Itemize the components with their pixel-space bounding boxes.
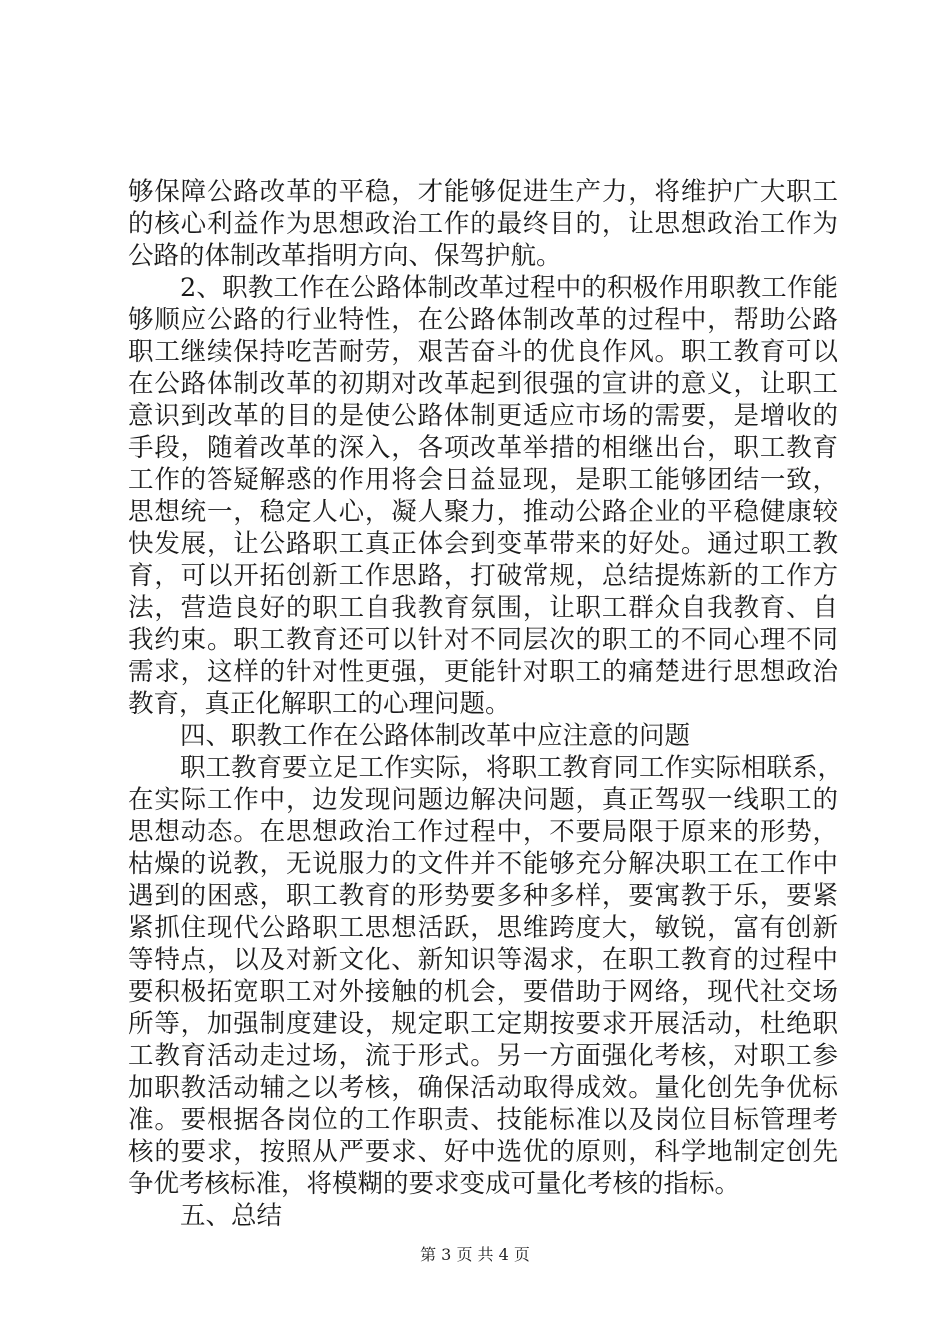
text-line: 等特点，以及对新文化、新知识等渴求，在职工教育的过程中 [128, 945, 838, 975]
text-line: 工作的答疑解惑的作用将会日益显现，是职工能够团结一致， [128, 465, 838, 495]
text-line: 的核心利益作为思想政治工作的最终目的，让思想政治工作为 [128, 209, 838, 239]
text-line: 在实际工作中，边发现问题边解决问题，真正驾驭一线职工的 [128, 785, 838, 815]
text-line: 加职教活动辅之以考核，确保活动取得成效。量化创先争优标 [128, 1073, 838, 1103]
text-line: 育，可以开拓创新工作思路，打破常规，总结提炼新的工作方 [128, 561, 838, 591]
text-line: 工教育活动走过场，流于形式。另一方面强化考核，对职工参 [128, 1041, 838, 1071]
body-text [128, 176, 844, 1232]
text-line: 公路的体制改革指明方向、保驾护航。 [128, 241, 562, 271]
text-line: 五、总结 [180, 1201, 283, 1231]
text-line: 遇到的困惑，职工教育的形势要多种多样，要寓教于乐，要紧 [128, 881, 838, 911]
text-line: 需求，这样的针对性更强，更能针对职工的痛楚进行思想政治 [128, 657, 838, 687]
text-line: 准。要根据各岗位的工作职责、技能标准以及岗位目标管理考 [128, 1105, 838, 1135]
text-line: 够保障公路改革的平稳，才能够促进生产力，将维护广大职工 [128, 177, 838, 207]
text-line: 所等，加强制度建设，规定职工定期按要求开展活动，杜绝职 [128, 1009, 838, 1039]
text-line: 教育，真正化解职工的心理问题。 [128, 689, 511, 719]
text-line: 思想动态。在思想政治工作过程中，不要局限于原来的形势， [128, 817, 838, 847]
text-line: 我约束。职工教育还可以针对不同层次的职工的不同心理不同 [128, 625, 838, 655]
text-line: 紧抓住现代公路职工思想活跃，思维跨度大，敏锐，富有创新 [128, 913, 838, 943]
text-line: 手段，随着改革的深入，各项改革举措的相继出台，职工教育 [128, 433, 838, 463]
text-line: 法，营造良好的职工自我教育氛围，让职工群众自我教育、自 [128, 593, 838, 623]
text-line: 要积极拓宽职工对外接触的机会，要借助于网络，现代社交场 [128, 977, 838, 1007]
text-line: 职工继续保持吃苦耐劳，艰苦奋斗的优良作风。职工教育可以 [128, 337, 838, 367]
text-line: 2、职教工作在公路体制改革过程中的积极作用职教工作能 [180, 273, 838, 303]
text-line: 意识到改革的目的是使公路体制更适应市场的需要，是增收的 [128, 401, 838, 431]
text-line: 核的要求，按照从严要求、好中选优的原则，科学地制定创先 [128, 1137, 838, 1167]
text-line: 枯燥的说教，无说服力的文件并不能够充分解决职工在工作中 [128, 849, 838, 879]
text-line: 快发展，让公路职工真正体会到变革带来的好处。通过职工教 [128, 529, 838, 559]
text-line: 四、职教工作在公路体制改革中应注意的问题 [180, 721, 691, 751]
text-line: 职工教育要立足工作实际，将职工教育同工作实际相联系， [180, 753, 844, 783]
text-line: 争优考核标准，将模糊的要求变成可量化考核的指标。 [128, 1169, 741, 1199]
text-line: 够顺应公路的行业特性，在公路体制改革的过程中，帮助公路 [128, 305, 838, 335]
text-line: 思想统一，稳定人心，凝人聚力，推动公路企业的平稳健康较 [128, 497, 838, 527]
page-footer: 第 3 页 共 4 页 [420, 1245, 530, 1264]
text-line: 在公路体制改革的初期对改革起到很强的宣讲的意义，让职工 [128, 369, 838, 399]
